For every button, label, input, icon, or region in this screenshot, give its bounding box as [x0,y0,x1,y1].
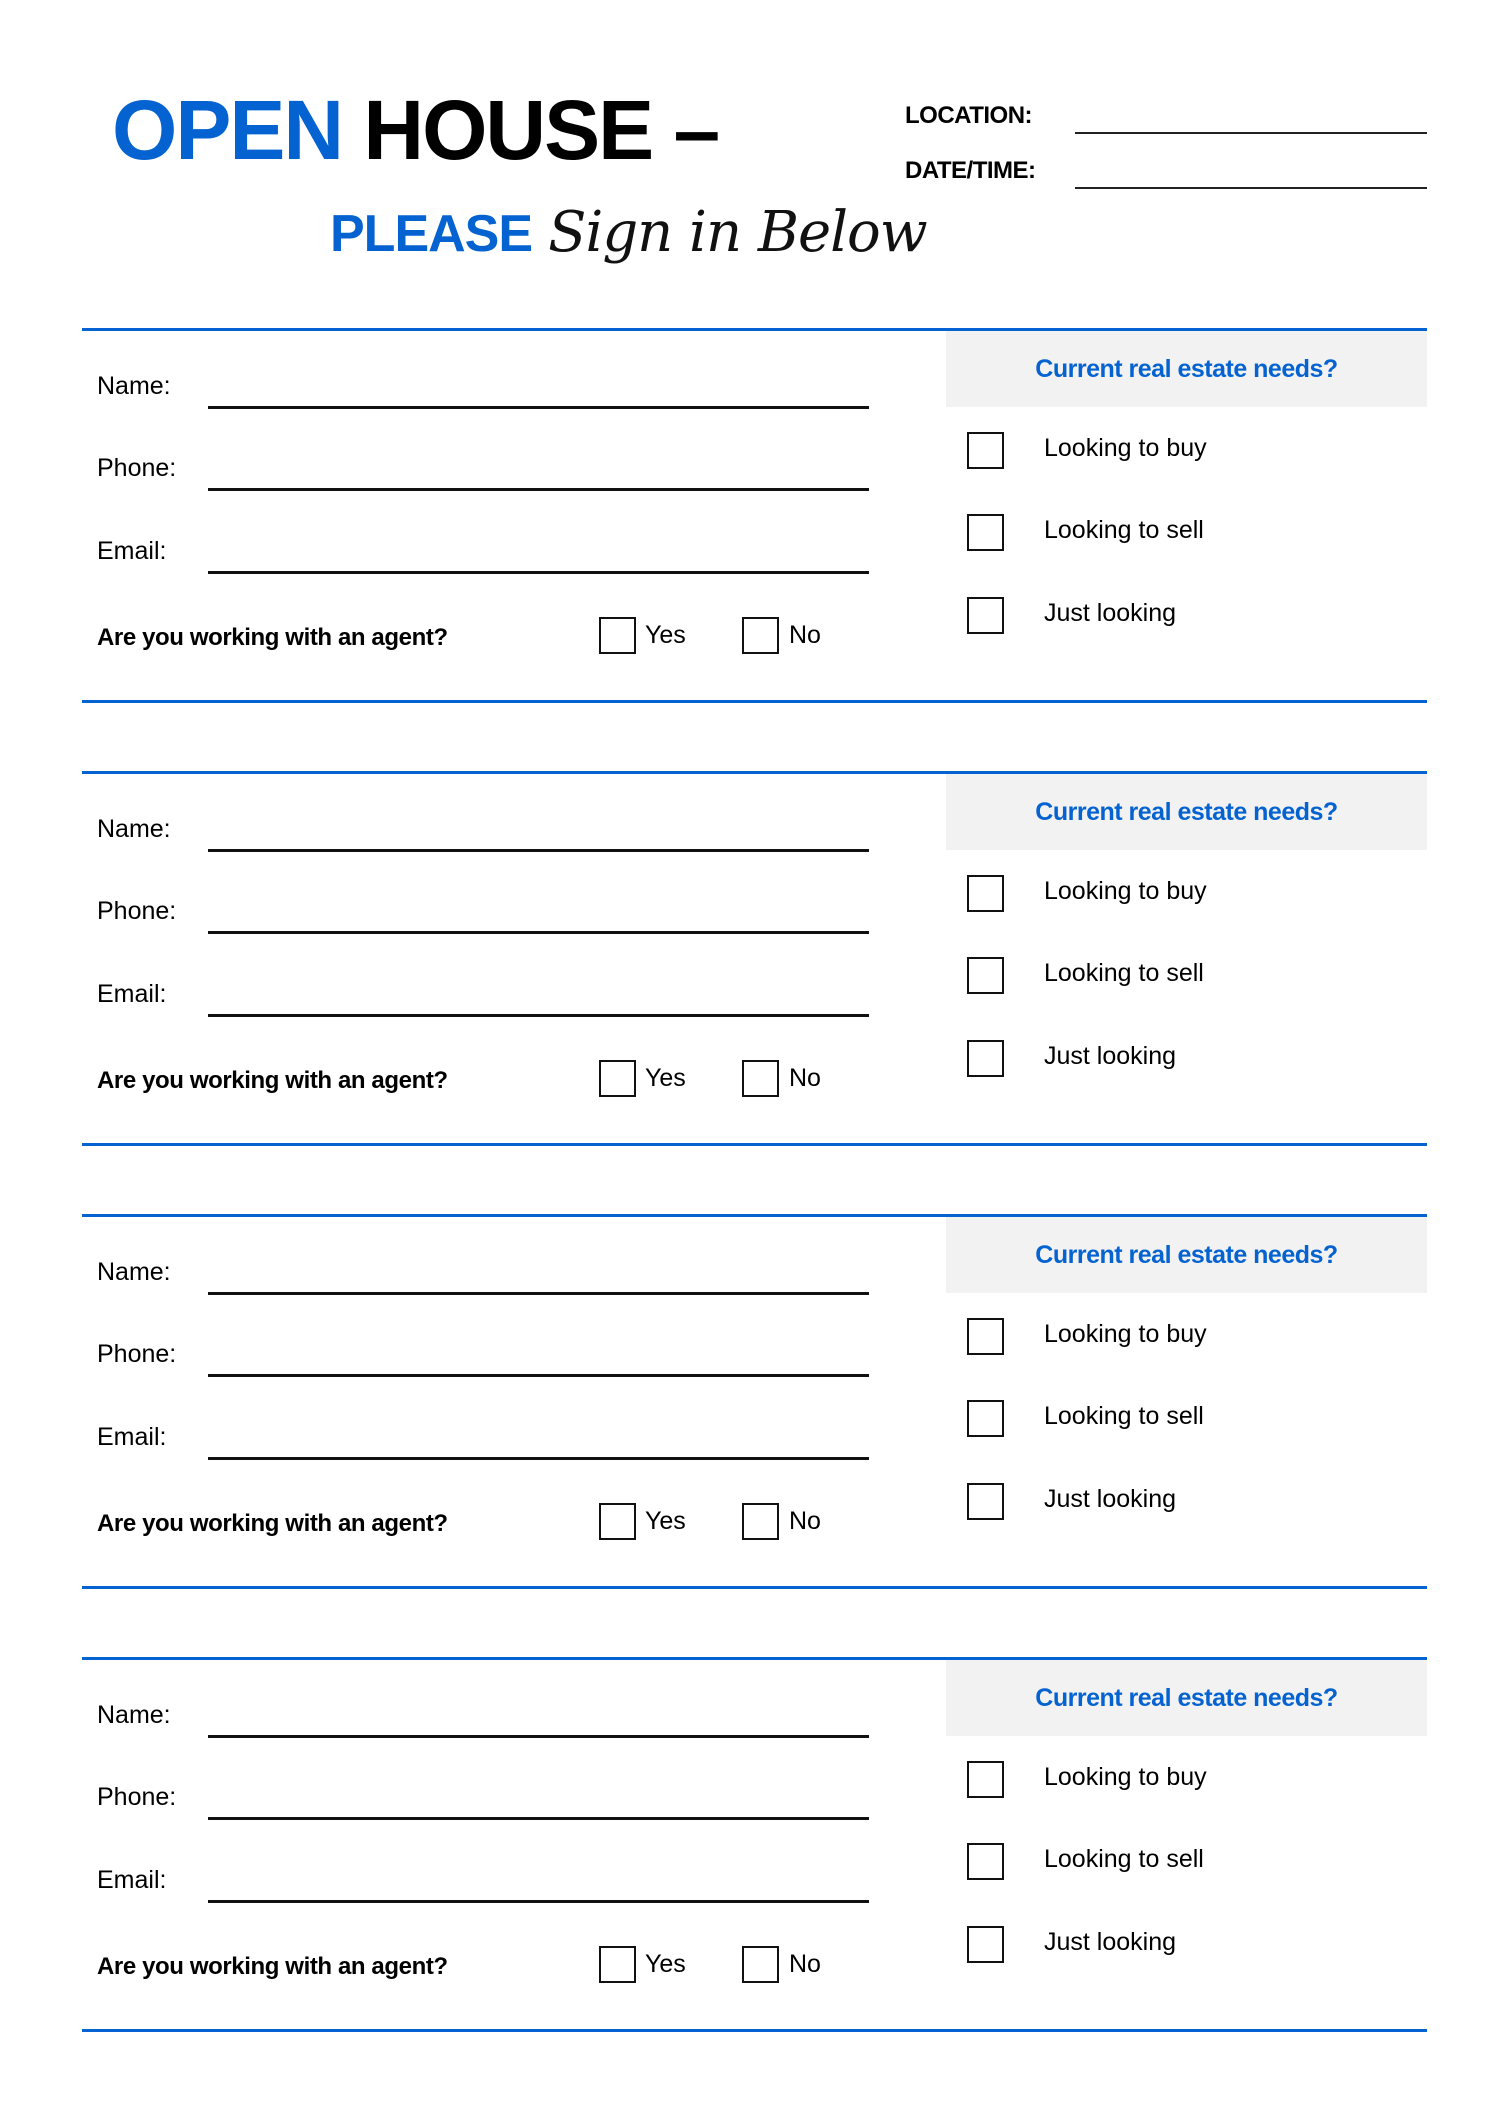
phone-input[interactable] [208,1336,869,1376]
bottom-divider [82,1586,1427,1589]
signin-entry [0,328,1500,704]
email-input[interactable] [208,1862,869,1902]
agent-question: Are you working with an agent? [97,1510,448,1537]
agent-no-label: No [789,1507,821,1535]
needs-buy-label: Looking to buy [1044,1320,1207,1348]
agent-question: Are you working with an agent? [97,1067,448,1094]
needs-sell-label: Looking to sell [1044,1402,1204,1430]
name-label: Name: [97,1701,171,1729]
phone-line [208,1374,869,1377]
page-title [112,83,719,177]
needs-just-looking-checkbox[interactable] [967,1483,1004,1520]
bottom-divider [82,2029,1427,2032]
name-input[interactable] [208,368,869,408]
needs-buy-checkbox[interactable] [967,875,1004,912]
needs-title: Current real estate needs? [1035,1240,1338,1269]
needs-sell-label: Looking to sell [1044,516,1204,544]
datetime-field[interactable] [1075,187,1427,189]
name-input[interactable] [208,1697,869,1737]
needs-buy-checkbox[interactable] [967,1318,1004,1355]
needs-sell-checkbox[interactable] [967,1400,1004,1437]
needs-sell-checkbox[interactable] [967,1843,1004,1880]
agent-yes-label: Yes [645,621,686,649]
agent-no-checkbox[interactable] [742,1946,779,1983]
needs-header [946,774,1427,850]
needs-just-looking-label: Just looking [1044,599,1177,627]
title-house: HOUSE – [363,83,719,177]
needs-just-looking-label: Just looking [1044,1042,1177,1070]
subtitle-please: PLEASE [330,205,533,263]
phone-label: Phone: [97,454,177,482]
subtitle-script: Sign in Below [548,200,927,265]
email-line [208,1900,869,1903]
agent-yes-checkbox[interactable] [599,1503,636,1540]
bottom-divider [82,700,1427,703]
agent-no-label: No [789,1064,821,1092]
needs-buy-checkbox[interactable] [967,1761,1004,1798]
agent-yes-label: Yes [645,1950,686,1978]
needs-title: Current real estate needs? [1035,797,1338,826]
email-input[interactable] [208,533,869,573]
needs-sell-checkbox[interactable] [967,957,1004,994]
phone-label: Phone: [97,897,177,925]
phone-input[interactable] [208,1779,869,1819]
agent-question: Are you working with an agent? [97,624,448,651]
name-input[interactable] [208,1254,869,1294]
agent-yes-label: Yes [645,1064,686,1092]
agent-yes-checkbox[interactable] [599,617,636,654]
needs-just-looking-checkbox[interactable] [967,597,1004,634]
location-field[interactable] [1075,132,1427,134]
agent-question: Are you working with an agent? [97,1953,448,1980]
needs-sell-checkbox[interactable] [967,514,1004,551]
phone-input[interactable] [208,450,869,490]
name-line [208,1292,869,1295]
name-input[interactable] [208,811,869,851]
needs-header [946,331,1427,407]
needs-sell-label: Looking to sell [1044,1845,1204,1873]
phone-label: Phone: [97,1340,177,1368]
name-line [208,406,869,409]
phone-line [208,488,869,491]
name-line [208,849,869,852]
needs-just-looking-label: Just looking [1044,1485,1177,1513]
datetime-label: DATE/TIME: [905,157,1036,184]
phone-line [208,931,869,934]
phone-line [208,1817,869,1820]
name-line [208,1735,869,1738]
needs-title: Current real estate needs? [1035,1683,1338,1712]
agent-no-checkbox[interactable] [742,1060,779,1097]
agent-no-label: No [789,1950,821,1978]
name-label: Name: [97,815,171,843]
needs-buy-label: Looking to buy [1044,877,1207,905]
needs-just-looking-checkbox[interactable] [967,1926,1004,1963]
email-line [208,571,869,574]
name-label: Name: [97,1258,171,1286]
name-label: Name: [97,372,171,400]
agent-no-checkbox[interactable] [742,1503,779,1540]
needs-buy-checkbox[interactable] [967,432,1004,469]
email-input[interactable] [208,1419,869,1459]
agent-yes-checkbox[interactable] [599,1060,636,1097]
agent-no-label: No [789,621,821,649]
title-open: OPEN [112,83,343,177]
needs-header [946,1217,1427,1293]
page-subtitle [330,200,927,265]
needs-title: Current real estate needs? [1035,354,1338,383]
signin-entry [0,771,1500,1147]
agent-no-checkbox[interactable] [742,617,779,654]
phone-input[interactable] [208,893,869,933]
needs-just-looking-checkbox[interactable] [967,1040,1004,1077]
email-line [208,1014,869,1017]
agent-yes-label: Yes [645,1507,686,1535]
needs-header [946,1660,1427,1736]
phone-label: Phone: [97,1783,177,1811]
bottom-divider [82,1143,1427,1146]
needs-buy-label: Looking to buy [1044,434,1207,462]
needs-buy-label: Looking to buy [1044,1763,1207,1791]
needs-sell-label: Looking to sell [1044,959,1204,987]
signin-entry [0,1214,1500,1590]
email-label: Email: [97,537,167,565]
email-label: Email: [97,1866,167,1894]
signin-entry [0,1657,1500,2033]
email-label: Email: [97,980,167,1008]
agent-yes-checkbox[interactable] [599,1946,636,1983]
needs-just-looking-label: Just looking [1044,1928,1177,1956]
location-label: LOCATION: [905,102,1033,129]
email-line [208,1457,869,1460]
email-input[interactable] [208,976,869,1016]
email-label: Email: [97,1423,167,1451]
